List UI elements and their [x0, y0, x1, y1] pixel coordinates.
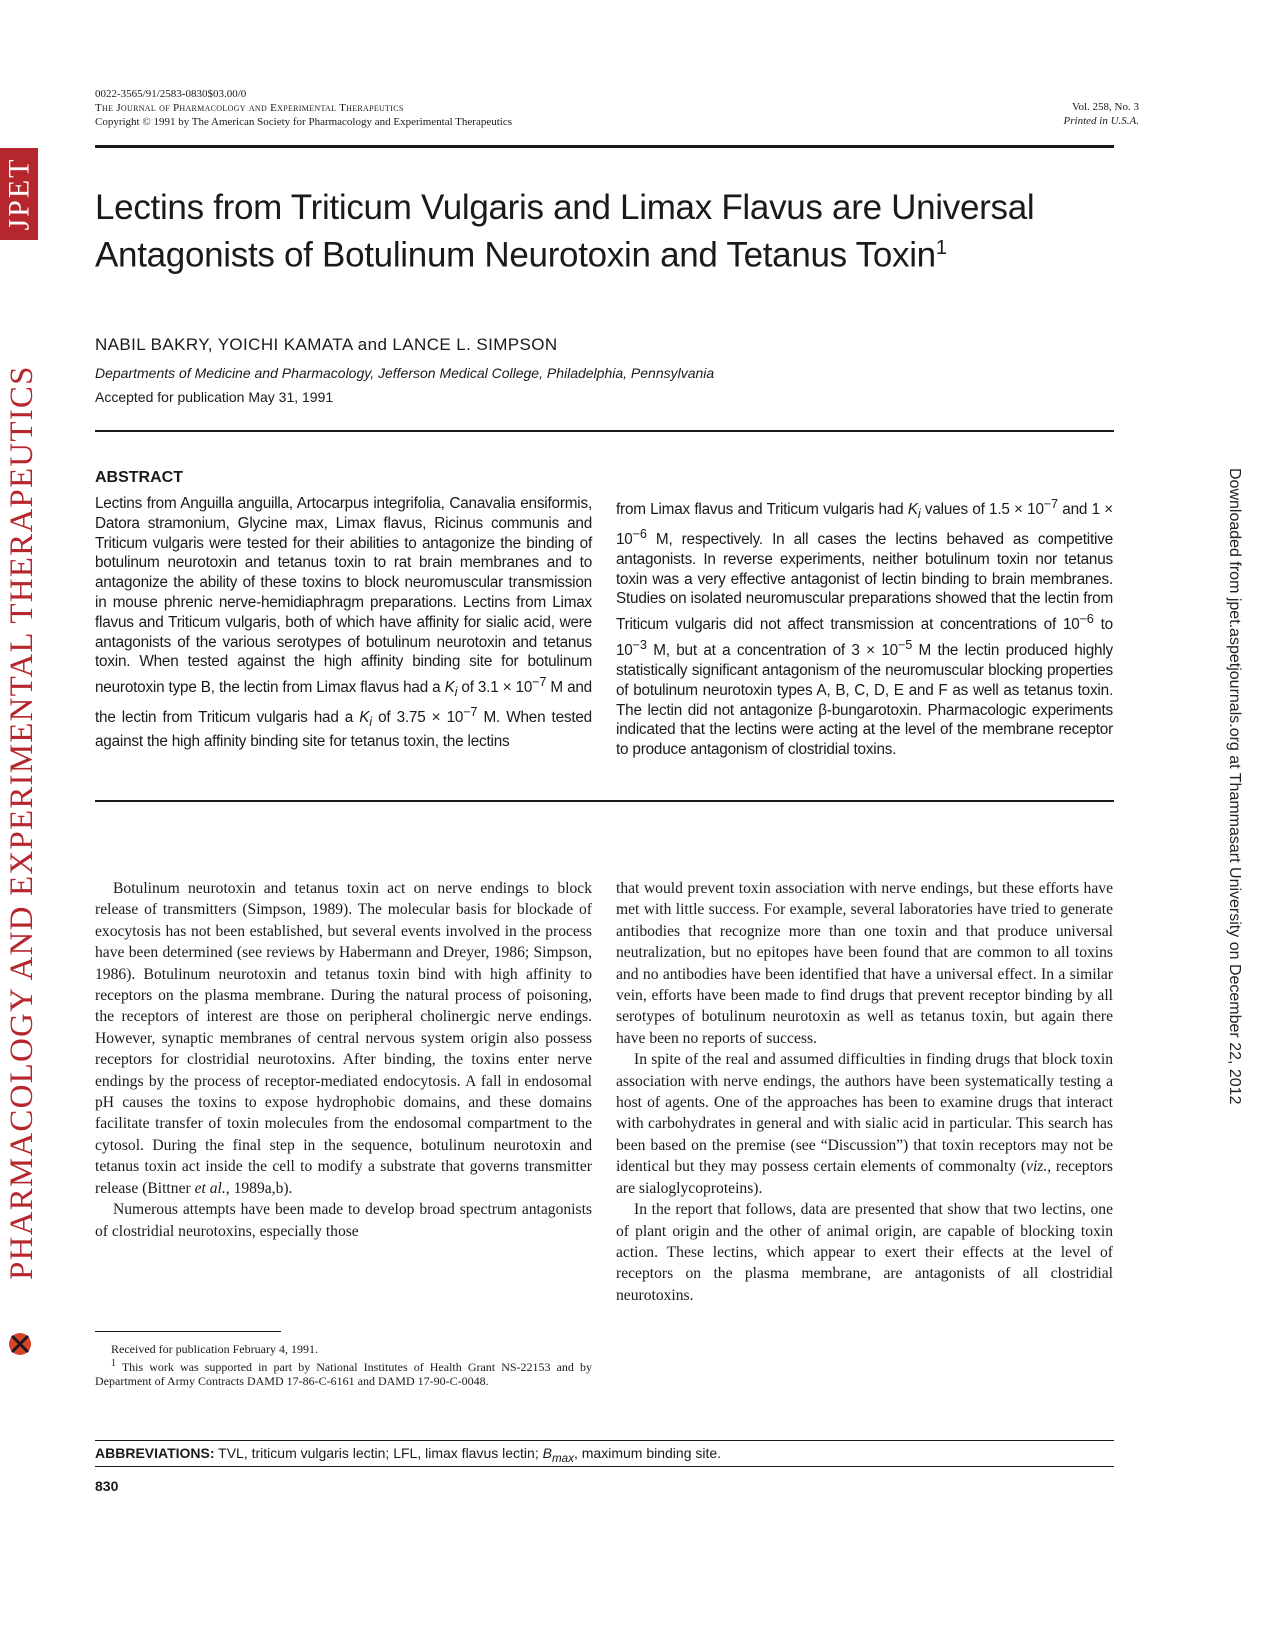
- abbreviations-rule-top: [95, 1440, 1114, 1441]
- title-rule: [95, 430, 1114, 432]
- affiliation: Departments of Medicine and Pharmacology, Jefferson Medical College, Philadelphia, Pennsylvania: [95, 365, 715, 381]
- page-number: 830: [95, 1478, 119, 1494]
- journal-spine-title: [4, 365, 41, 1280]
- title-footnote-mark: 1: [935, 237, 947, 259]
- abbreviations-rule-bottom: [95, 1466, 1114, 1467]
- body-column-left: [95, 878, 592, 1242]
- header-rule: [95, 145, 1114, 148]
- article-code: 0022-3565/91/2583-0830$03.00/0: [95, 88, 247, 100]
- abstract-heading: ABSTRACT: [95, 469, 183, 486]
- authors: NABIL BAKRY, YOICHI KAMATA and LANCE L. SIMPSON: [95, 335, 558, 354]
- accepted-date: Accepted for publication May 31, 1991: [95, 389, 334, 405]
- journal-name: The Journal of Pharmacology and Experimental Therapeutics: [95, 102, 404, 114]
- abbreviations: ABBREVIATIONS: TVL, triticum vulgaris lectin; LFL, limax flavus lectin; $B_{max}$, maximum binding site.: [95, 1445, 722, 1465]
- received-date: Received for publication February 4, 1991.: [111, 1342, 318, 1356]
- abstract-column-right: from Limax flavus and Triticum vulgaris had $K_i$ values of $1.5 \times 10^{-7}$ and $1 \times 10^{-6}$ M, respectively. In all cases the lectins behaved as competitive antagonists. In reverse experiments, neither botulinum toxin nor tetanus toxin was a very effective antagonist of lectin binding to brain membranes. Studies on isolated neuromuscular preparations showed that the lectin from Triticum vulgaris did not affect transmission at concentrations of $10^{-6}$ to $10^{-3}$ M, but at a concentration of $3 \times 10^{-5}$ M the lectin produced highly statistically significant antagonism of the neuromuscular blocking properties of botulinum neurotoxin types A, B, C, D, E and F as well as tetanus toxin. The lectin did not antagonize β-bungarotoxin. Pharmacologic experiments indicated that the lectins were acting at the level of the membrane receptor to produce antagonism of clostridial toxins.: [616, 496, 1113, 759]
- issue-info: [1064, 100, 1139, 128]
- title-line-2: Antagonists of Botulinum Neurotoxin and Tetanus Toxin$^1$: [95, 235, 947, 275]
- download-note: Downloaded from jpet.aspetjournals.org at Thammasart University on December 22, 2012: [1226, 468, 1243, 1105]
- body-paragraph: Numerous attempts have been made to develop broad spectrum antagonists of clostridial neurotoxins, especially those: [95, 1201, 592, 1240]
- journal-header: [95, 87, 512, 129]
- copyright: Copyright © 1991 by The American Society for Pharmacology and Experimental Therapeutics: [95, 116, 512, 128]
- title-line-1: Lectins from Triticum Vulgaris and Limax Flavus are Universal: [95, 188, 1035, 227]
- funding-footnote: $^1$ This work was supported in part by National Institutes of Health Grant NS-22153 and by Department of Army Contracts DAMD 17-86-C-6161 and DAMD 17-90-C-0048.: [95, 1357, 592, 1388]
- printed-in: Printed in U.S.A.: [1063, 115, 1139, 127]
- volume: Vol. 258, No. 3: [1071, 101, 1139, 113]
- aspet-logo: [0, 1330, 40, 1440]
- abstract-column-left: Lectins from Anguilla anguilla, Artocarpus integrifolia, Canavalia ensiformis, Datora stramonium, Glycine max, Limax flavus, Ricinus communis and Triticum vulgaris were tested for their abilities to antagonize the binding of botulinum neurotoxin and tetanus toxin to rat brain membranes and to antagonize the ability of these toxins to block neuromuscular transmission in mouse phrenic nerve-hemidiaphragm preparations. Lectins from Limax flavus and Triticum vulgaris, both of which have affinity for sialic acid, were antagonists of the various serotypes of botulinum neurotoxin and tetanus toxin. When tested against the high affinity binding site for botulinum neurotoxin type B, the lectin from Limax flavus had a $K_i$ of $3.1 \times 10^{-7}$ M and the lectin from Triticum vulgaris had a $K_i$ of $3.75 \times 10^{-7}$ M. When tested against the high affinity binding site for tetanus toxin, the lectins: [95, 495, 592, 751]
- article-title: [95, 188, 1125, 276]
- body-paragraph: Botulinum neurotoxin and tetanus toxin act on nerve endings to block release of transmitters (Simpson, 1989). The molecular basis for blockade of exocytosis has not been established, but several events involved in the process have been determined (see reviews by Habermann and Dreyer, 1986; Simpson, 1986). Botulinum neurotoxin and tetanus toxin bind with high affinity to receptors on the plasma membrane. During the natural process of poisoning, the receptors of interest are those on peripheral cholinergic nerve endings. However, synaptic membranes of central nervous system origin also possess receptors for clostridial neurotoxins. After binding, the toxins enter nerve endings by the process of receptor-mediated endocytosis. A fall in endosomal pH causes the toxins to expose hydrophobic domains, and these domains facilitate transfer of toxin molecules from the endosomal compartment to the cytosol. During the final step in the sequence, botulinum neurotoxin and tetanus toxin act inside the cell to modify a substrate that governs transmitter release (Bittner et al., 1989a,b).: [95, 880, 592, 1197]
- body-paragraph: In spite of the real and assumed difficulties in finding drugs that block toxin association with nerve endings, the authors have been systematically testing a host of agents. One of the approaches has been to examine drugs that interact with carbohydrates in general and with sialic acid in particular. This search has been based on the premise (see “Discussion”) that toxin receptors may not be identical but they may possess certain elements of commonalty (viz., receptors are sialoglycoproteins).: [616, 1051, 1113, 1197]
- footnote-rule: [95, 1331, 281, 1332]
- footnotes: [95, 1342, 592, 1389]
- journal-spine-name: PHARMACOLOGY AND EXPERIMENTAL THERAPEUTICS: [4, 365, 40, 1280]
- body-column-right: [616, 878, 1113, 1306]
- body-paragraph: that would prevent toxin association with nerve endings, but these efforts have met with little success. For example, several laboratories have tried to generate antibodies that recognize more than one toxin and that produce universal neutralization, but no epitopes have been found that are common to all toxins and no antibodies have been identified that have a universal effect. In a similar vein, efforts have been made to find drugs that prevent receptor binding by all serotypes of botulinum neurotoxin as well as tetanus toxin, but again there have been no reports of success.: [616, 880, 1113, 1047]
- journal-spine-badge: [0, 148, 38, 240]
- body-paragraph: In the report that follows, data are presented that show that two lectins, one of plant origin and the other of animal origin, are capable of blocking toxin action. These lectins, which appear to exert their effects at the level of receptors on the plasma membrane, are antagonists of all clostridial neurotoxins.: [616, 1201, 1113, 1304]
- journal-abbrev: JPET: [2, 157, 36, 231]
- abstract-rule: [95, 800, 1114, 802]
